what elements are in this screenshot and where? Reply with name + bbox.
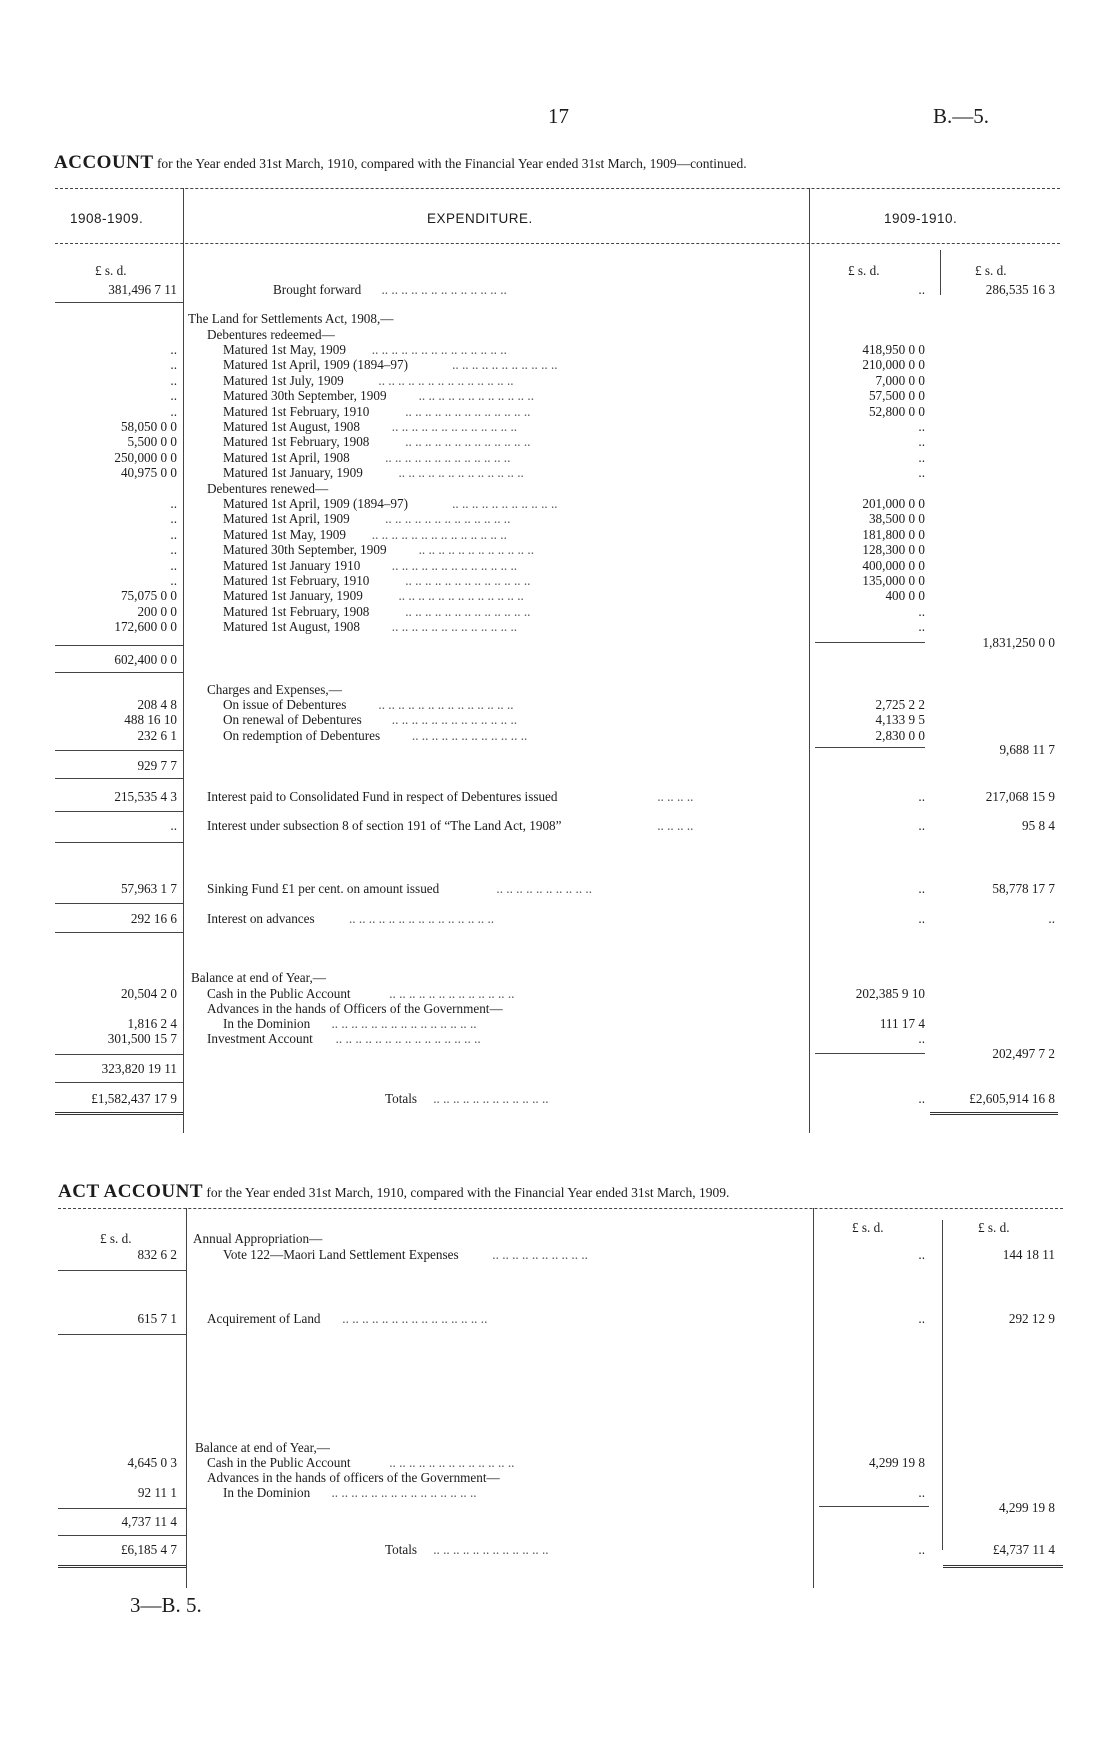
page-number: 17 (548, 104, 569, 128)
leader-dots: .. .. .. .. .. .. .. .. .. .. .. .. .. .. .. (349, 911, 495, 926)
left-amount: 488 16 10 (124, 712, 177, 728)
row-label: Totals (385, 1091, 418, 1106)
left-amount: 4,645 0 3 (127, 1455, 177, 1470)
amount-1909-1910-sub: 128,300 0 0 (862, 542, 925, 558)
row-label: Matured 1st May, 1909 (223, 526, 346, 542)
section1-title-bold: ACCOUNT (54, 152, 154, 173)
left-amount: .. (170, 357, 177, 373)
amount-1909-1910-sub: .. (918, 449, 925, 465)
left-amount: 92 11 1 (137, 1485, 177, 1500)
amount-1909-1910-sub: 135,000 0 0 (862, 573, 925, 588)
row-label: Matured 1st February, 1910 (223, 573, 370, 588)
amount-1909-1910-sub: .. (918, 282, 925, 297)
row-label: Matured 1st February, 1908 (223, 434, 370, 450)
section2-title (58, 1181, 729, 1203)
leader-dots: .. .. .. .. .. .. .. .. .. .. .. .. .. .. .. (331, 1016, 477, 1031)
document-reference: B.—5. (933, 104, 990, 128)
left-amount: .. (170, 388, 177, 404)
left-amount: 20,504 2 0 (120, 986, 177, 1001)
row-label: Matured 1st February, 1910 (223, 403, 370, 419)
amount-1909-1910-sub: .. (918, 789, 925, 804)
leader-dots: .. .. .. .. .. .. .. .. .. .. .. .. (433, 1542, 549, 1557)
left-amount: .. (170, 542, 177, 558)
debentures-total: 1,831,250 0 0 (982, 635, 1055, 650)
balance-total: 202,497 7 2 (992, 1046, 1055, 1061)
leader-dots: .. .. .. .. .. .. .. .. .. .. .. .. .. (385, 511, 511, 527)
amount-1909-1910-sub: .. (918, 1311, 925, 1326)
amount-1909-1910-total: 286,535 16 3 (985, 282, 1055, 297)
left-amount: 208 4 8 (137, 697, 177, 712)
row-label: Totals (385, 1542, 418, 1557)
leader-dots: .. .. .. .. .. .. .. .. .. .. .. .. .. (389, 1455, 515, 1470)
left-amount: 250,000 0 0 (114, 449, 177, 465)
amount-1909-1910-sub: 52,800 0 0 (868, 403, 925, 419)
row-label: Matured 1st January, 1909 (223, 465, 363, 481)
row-label: Interest paid to Consolidated Fund in respect of Debentures issued (207, 789, 558, 804)
row-label: Matured 1st August, 1908 (223, 419, 360, 434)
leader-dots: .. .. .. .. .. .. .. .. .. .. .. .. .. (398, 588, 524, 604)
amount-1909-1910-sub: 38,500 0 0 (868, 511, 925, 527)
amount-1909-1910-total: 144 18 11 (1002, 1247, 1055, 1262)
row-label: Sinking Fund £1 per cent. on amount issued (207, 881, 440, 896)
amount-1909-1910-total: £2,605,914 16 8 (969, 1091, 1055, 1106)
left-amount: 57,963 1 7 (120, 881, 177, 896)
row-label: Interest on advances (207, 911, 315, 926)
amount-1909-1910-sub: .. (918, 465, 925, 481)
leader-dots: .. .. .. .. .. .. .. .. .. .. .. .. .. (405, 434, 531, 450)
column-header-1909-1910: 1909-1910. (884, 211, 958, 226)
left-amount: 172,600 0 0 (114, 619, 177, 635)
amount-1909-1910-total: 95 8 4 (1022, 818, 1055, 833)
amount-1909-1910-sub: .. (918, 1485, 925, 1500)
units-r2: £ s. d. (975, 263, 1007, 278)
left-amount: 832 6 2 (137, 1247, 177, 1262)
leader-dots: .. .. .. .. .. .. .. .. .. .. .. .. .. (389, 986, 515, 1001)
left-amount: £1,582,437 17 9 (91, 1091, 177, 1106)
left-amount: .. (170, 557, 177, 573)
balance-subtotal: 323,820 19 11 (101, 1061, 177, 1076)
amount-1909-1910-sub: .. (918, 1542, 925, 1557)
row-label: Matured 1st January 1910 (223, 557, 361, 573)
leader-dots: .. .. .. .. (657, 818, 694, 833)
left-amount: 200 0 0 (137, 603, 177, 619)
debentures-subtotal: 602,400 0 0 (114, 652, 177, 667)
left-amount: .. (170, 818, 177, 833)
section1-title (54, 152, 747, 174)
row-label: On redemption of Debentures (223, 727, 381, 743)
leader-dots: .. .. .. .. .. .. .. .. .. .. .. .. .. .. .. (335, 1031, 481, 1046)
left-amount: 381,496 7 11 (108, 282, 177, 297)
act-heading: The Land for Settlements Act, 1908,— (188, 311, 394, 326)
leader-dots: .. .. .. .. .. .. .. .. .. .. .. .. .. (381, 282, 507, 297)
left-amount: 1,816 2 4 (127, 1016, 177, 1031)
amount-1909-1910-sub: 111 17 4 (879, 1016, 925, 1031)
row-label: Matured 1st April, 1909 (1894–97) (223, 357, 408, 373)
leader-dots: .. .. .. .. .. .. .. .. .. .. .. .. .. (391, 419, 518, 434)
left-amount: 75,075 0 0 (120, 588, 177, 604)
section2-title-rest: for the Year ended 31st March, 1910, compared with the Financial Year ended 31st March, 1909. (206, 1185, 730, 1200)
units-r1: £ s. d. (848, 263, 880, 278)
leader-dots: .. .. .. .. .. .. .. .. .. .. (492, 1247, 588, 1262)
amount-1909-1910-sub: .. (918, 818, 925, 833)
amount-1909-1910-sub: .. (918, 1247, 925, 1262)
leader-dots: .. .. .. .. .. .. .. .. .. .. .. .. (418, 388, 534, 404)
row-label: Matured 1st April, 1908 (223, 449, 350, 465)
amount-1909-1910-sub: .. (918, 603, 925, 619)
s2-units-r1: £ s. d. (852, 1220, 884, 1235)
advances-heading-2: Advances in the hands of officers of the Government— (207, 1470, 500, 1485)
row-label: Matured 1st August, 1908 (223, 619, 360, 635)
leader-dots: .. .. .. .. .. .. .. .. .. .. .. .. .. (398, 465, 524, 481)
leader-dots: .. .. .. .. .. .. .. .. .. .. .. .. .. (391, 712, 518, 728)
leader-dots: .. .. .. .. .. .. .. .. .. .. .. .. .. (385, 449, 511, 465)
amount-1909-1910-sub: .. (918, 1091, 925, 1106)
page-footer: 3—B. 5. (130, 1593, 202, 1617)
amount-1909-1910-sub: 4,133 9 5 (875, 712, 925, 728)
row-label: Cash in the Public Account (207, 986, 351, 1001)
leader-dots: .. .. .. .. .. .. .. .. .. .. .. (452, 496, 558, 511)
balance-heading: Balance at end of Year,— (191, 970, 326, 985)
leader-dots: .. .. .. .. .. .. .. .. .. .. .. .. .. .. (378, 372, 514, 388)
left-amount: .. (170, 511, 177, 527)
left-amount: .. (170, 372, 177, 388)
units-left: £ s. d. (95, 263, 127, 278)
leader-dots: .. .. .. .. .. .. .. .. .. .. .. .. .. (405, 573, 531, 588)
left-amount: .. (170, 573, 177, 588)
amount-1909-1910-total: 292 12 9 (1008, 1311, 1055, 1326)
amount-1909-1910-sub: .. (918, 434, 925, 450)
row-label: Matured 1st July, 1909 (223, 372, 344, 388)
leader-dots: .. .. .. .. .. .. .. .. .. .. .. .. .. .. .. (331, 1485, 477, 1500)
leader-dots: .. .. .. .. .. .. .. .. .. .. .. .. .. .. (378, 697, 514, 712)
amount-1909-1910-sub: 7,000 0 0 (875, 372, 925, 388)
amount-1909-1910-sub: 202,385 9 10 (855, 986, 925, 1001)
column-header-1908-1909: 1908-1909. (70, 211, 144, 226)
row-label: Matured 30th September, 1909 (223, 542, 387, 558)
row-label: Matured 1st February, 1908 (223, 603, 370, 619)
left-amount: .. (170, 403, 177, 419)
amount-1909-1910-sub: 201,000 0 0 (862, 496, 925, 511)
row-label: Matured 30th September, 1909 (223, 388, 387, 404)
row-label: In the Dominion (223, 1485, 311, 1500)
left-amount: .. (170, 526, 177, 542)
leader-dots: .. .. .. .. .. .. .. .. .. .. .. .. (433, 1091, 549, 1106)
amount-1909-1910-sub: 400,000 0 0 (862, 557, 925, 573)
left-amount: .. (170, 342, 177, 357)
left-amount: 40,975 0 0 (120, 465, 177, 481)
left-amount: .. (170, 496, 177, 511)
row-label: Matured 1st April, 1909 (1894–97) (223, 496, 408, 511)
amount-1909-1910-total: 217,068 15 9 (985, 789, 1055, 804)
left-amount: 615 7 1 (137, 1311, 177, 1326)
balance-total-2: 4,299 19 8 (998, 1500, 1055, 1515)
row-label: Matured 1st April, 1909 (223, 511, 350, 527)
amount-1909-1910-sub: 4,299 19 8 (868, 1455, 925, 1470)
leader-dots: .. .. .. .. .. .. .. .. .. .. (496, 881, 592, 896)
amount-1909-1910-total: .. (1048, 911, 1055, 926)
amount-1909-1910-sub: 418,950 0 0 (862, 342, 925, 357)
amount-1909-1910-sub: .. (918, 619, 925, 635)
row-label: Matured 1st January, 1909 (223, 588, 363, 604)
row-label: Brought forward (273, 282, 362, 297)
row-label: In the Dominion (223, 1016, 311, 1031)
row-label: On renewal of Debentures (223, 712, 362, 728)
amount-1909-1910-total: 58,778 17 7 (992, 881, 1055, 896)
left-amount: 5,500 0 0 (127, 434, 177, 450)
amount-1909-1910-sub: 57,500 0 0 (868, 388, 925, 404)
appropriation-heading: Annual Appropriation— (193, 1231, 323, 1246)
amount-1909-1910-sub: .. (918, 911, 925, 926)
amount-1909-1910-sub: .. (918, 1031, 925, 1046)
amount-1909-1910-sub: 400 0 0 (885, 588, 925, 604)
left-amount: 58,050 0 0 (120, 419, 177, 434)
row-label: Investment Account (207, 1031, 313, 1046)
amount-1909-1910-sub: 2,725 2 2 (875, 697, 925, 712)
row-label: Matured 1st May, 1909 (223, 342, 346, 357)
row-label: On issue of Debentures (223, 697, 347, 712)
leader-dots: .. .. .. .. .. .. .. .. .. .. .. (452, 357, 558, 373)
left-amount: 301,500 15 7 (107, 1031, 177, 1046)
left-amount: £6,185 4 7 (120, 1542, 177, 1557)
leader-dots: .. .. .. .. .. .. .. .. .. .. .. .. (418, 542, 534, 558)
left-amount: 232 6 1 (137, 727, 177, 743)
leader-dots: .. .. .. .. .. .. .. .. .. .. .. .. .. .. .. (342, 1311, 488, 1326)
leader-dots: .. .. .. .. .. .. .. .. .. .. .. .. .. (391, 557, 518, 573)
leader-dots: .. .. .. .. .. .. .. .. .. .. .. .. .. (405, 603, 531, 619)
row-label: Acquirement of Land (207, 1311, 321, 1326)
leader-dots: .. .. .. .. (657, 789, 694, 804)
redeemed-heading: Debentures redeemed— (207, 327, 335, 342)
balance-subtotal-2: 4,737 11 4 (121, 1514, 177, 1529)
section2-title-bold: ACT ACCOUNT (58, 1181, 204, 1202)
amount-1909-1910-sub: 210,000 0 0 (862, 357, 925, 373)
amount-1909-1910-sub: 2,830 0 0 (875, 727, 925, 743)
advances-heading: Advances in the hands of Officers of the Government— (207, 1001, 503, 1016)
row-label: Interest under subsection 8 of section 191 of “The Land Act, 1908” (207, 818, 562, 833)
leader-dots: .. .. .. .. .. .. .. .. .. .. .. .. .. (405, 403, 531, 419)
section1-title-rest: for the Year ended 31st March, 1910, compared with the Financial Year ended 31st March, 1909—continued. (156, 156, 747, 171)
amount-1909-1910-sub: .. (918, 419, 925, 434)
leader-dots: .. .. .. .. .. .. .. .. .. .. .. .. .. .. (371, 526, 507, 542)
leader-dots: .. .. .. .. .. .. .. .. .. .. .. .. .. .. (371, 342, 507, 357)
amount-1909-1910-sub: .. (918, 881, 925, 896)
balance-heading-2: Balance at end of Year,— (195, 1440, 330, 1455)
renewed-heading: Debentures renewed— (207, 481, 329, 496)
row-label: Cash in the Public Account (207, 1455, 351, 1470)
charges-total: 9,688 11 7 (999, 742, 1055, 757)
left-amount: 292 16 6 (130, 911, 177, 926)
s2-units-r2: £ s. d. (978, 1220, 1010, 1235)
left-amount: 215,535 4 3 (114, 789, 177, 804)
column-header-expenditure: EXPENDITURE. (427, 211, 533, 226)
s2-units-left: £ s. d. (100, 1231, 132, 1246)
charges-subtotal: 929 7 7 (137, 758, 177, 773)
charges-heading: Charges and Expenses,— (207, 682, 342, 697)
leader-dots: .. .. .. .. .. .. .. .. .. .. .. .. (411, 727, 528, 743)
amount-1909-1910-sub: 181,800 0 0 (862, 526, 925, 542)
amount-1909-1910-total: £4,737 11 4 (992, 1542, 1055, 1557)
leader-dots: .. .. .. .. .. .. .. .. .. .. .. .. .. (391, 619, 518, 635)
row-label: Vote 122—Maori Land Settlement Expenses (223, 1247, 459, 1262)
